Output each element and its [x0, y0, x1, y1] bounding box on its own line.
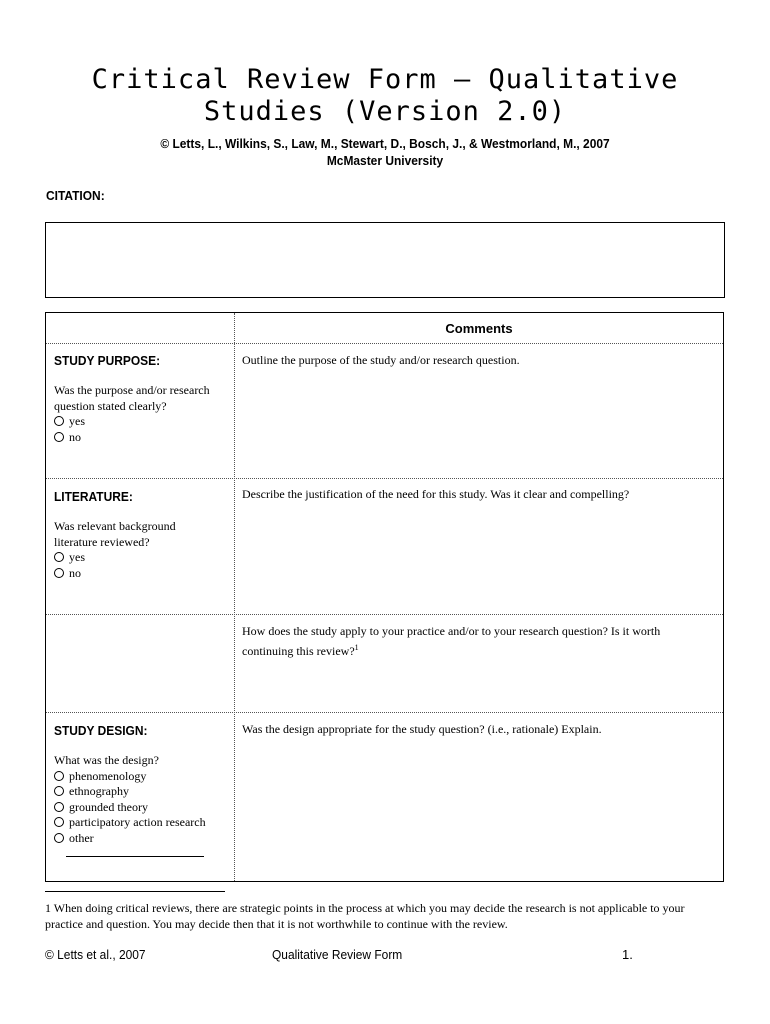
review-table: [45, 312, 724, 882]
option-phenomenology[interactable]: phenomenology: [54, 769, 206, 785]
radio-circle-icon[interactable]: [54, 786, 64, 796]
prompt-text: continuing this review?: [242, 643, 355, 658]
footnote-reference: 1: [354, 642, 359, 652]
column-divider: [234, 313, 235, 881]
literature-question: [54, 519, 176, 581]
option-no[interactable]: no: [54, 430, 210, 446]
comments-column-header: Comments: [445, 321, 513, 336]
study-design-question: [54, 753, 206, 857]
study-purpose-title: STUDY PURPOSE:: [54, 353, 161, 368]
footnote-separator: [45, 891, 225, 892]
row-divider: [46, 712, 723, 713]
option-participatory-action-research[interactable]: participatory action research: [54, 815, 206, 831]
row-divider: [46, 343, 723, 344]
study-purpose-prompt[interactable]: Outline the purpose of the study and/or research question.: [242, 353, 520, 367]
study-design-prompt[interactable]: Was the design appropriate for the study question? (i.e., rationale) Explain.: [242, 722, 602, 736]
question-text: question stated clearly?: [54, 398, 167, 413]
option-ethnography[interactable]: ethnography: [54, 784, 206, 800]
form-title-line-2: Studies (Version 2.0): [203, 96, 567, 127]
option-no[interactable]: no: [54, 566, 176, 582]
option-yes[interactable]: yes: [54, 414, 210, 430]
row-divider: [46, 614, 723, 615]
question-text: Was relevant background: [54, 519, 176, 533]
page-number: 1.: [622, 947, 633, 962]
radio-circle-icon[interactable]: [54, 552, 64, 562]
footnote: [45, 901, 725, 932]
footnote-text: 1 When doing critical reviews, there are strategic points in the process at which you may decide the research is not applicable to your: [45, 901, 685, 915]
question-text: Was the purpose and/or research: [54, 383, 210, 397]
question-text: What was the design?: [54, 753, 159, 767]
radio-circle-icon[interactable]: [54, 833, 64, 843]
study-purpose-question: [54, 383, 210, 445]
citation-label: CITATION:: [46, 188, 105, 203]
row-divider: [46, 478, 723, 479]
footer-form-name: Qualitative Review Form: [272, 947, 403, 962]
applicability-prompt[interactable]: [242, 624, 712, 659]
radio-circle-icon[interactable]: [54, 568, 64, 578]
citation-field[interactable]: [45, 222, 725, 298]
authors-line: © Letts, L., Wilkins, S., Law, M., Stewart, D., Bosch, J., & Westmorland, M., 2007: [160, 136, 610, 151]
study-design-title: STUDY DESIGN:: [54, 723, 148, 738]
footer-copyright: © Letts et al., 2007: [45, 947, 146, 962]
option-grounded-theory[interactable]: grounded theory: [54, 800, 206, 816]
institution-line: McMaster University: [326, 153, 444, 168]
option-other[interactable]: other: [54, 831, 206, 847]
prompt-text: How does the study apply to your practice and/or to your research question? Is it worth: [242, 624, 661, 638]
other-design-blank-line[interactable]: [66, 846, 204, 857]
radio-circle-icon[interactable]: [54, 432, 64, 442]
literature-title: LITERATURE:: [54, 489, 133, 504]
literature-prompt[interactable]: Describe the justification of the need for this study. Was it clear and compelling?: [242, 487, 630, 501]
option-yes[interactable]: yes: [54, 550, 176, 566]
question-text: literature reviewed?: [54, 534, 150, 549]
radio-circle-icon[interactable]: [54, 416, 64, 426]
radio-circle-icon[interactable]: [54, 817, 64, 827]
radio-circle-icon[interactable]: [54, 802, 64, 812]
form-title-line-1: Critical Review Form – Qualitative: [91, 64, 679, 95]
footnote-text: practice and question. You may decide then that it is not worthwhile to continue with the review.: [45, 916, 508, 931]
radio-circle-icon[interactable]: [54, 771, 64, 781]
